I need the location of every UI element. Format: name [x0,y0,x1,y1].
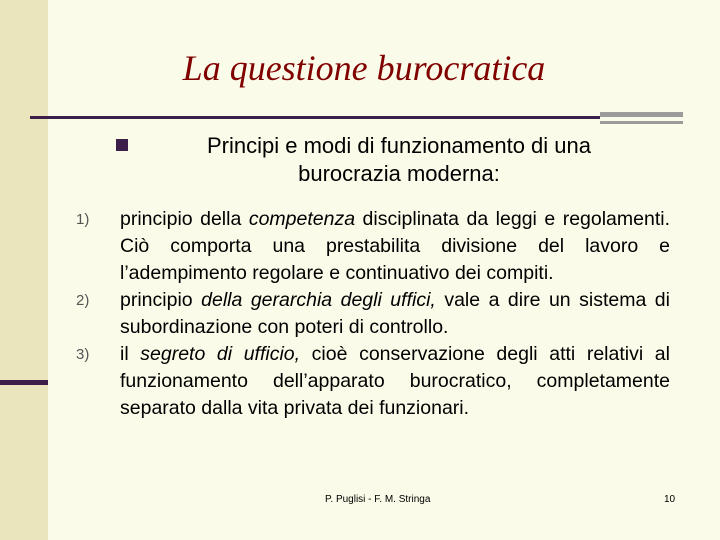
list-item-number: 1) [76,211,90,228]
left-decorative-band [0,0,48,540]
list-item [76,341,670,422]
title-divider-accent [600,112,683,117]
list-item-text: cioè conservazione degli atti relativi al funzionamento dell’apparato burocratico, completamente separato dalla vita privata dei funzionari. [120,343,670,419]
square-bullet-icon [116,139,128,151]
list-item-emphasis: competenza [248,208,356,230]
list-item [76,206,670,287]
principles-list [76,206,670,422]
slide-heading [112,132,692,188]
list-item-number: 2) [76,292,90,309]
left-accent-bar [0,380,48,385]
list-item-emphasis: segreto di ufficio, [140,343,301,365]
title-divider [30,116,600,119]
heading-text: Principi e modi di funzionamento di una burocrazia moderna: [206,133,591,186]
slide-footer: P. Puglisi - F. M. Stringa [325,494,431,505]
list-item-emphasis: della gerarchia degli uffici, [201,289,436,311]
slide-title: La questione burocratica [182,48,546,88]
title-divider-accent-lower [600,121,683,124]
list-item-text: disciplinata da leggi e regolamenti. Ciò comporta una prestabilita divisione del lavoro e l’adempimento regolare e continuativo dei compiti. [120,208,671,284]
list-item-text: vale a dire un sistema di subordinazione con poteri di controllo. [120,289,670,338]
list-item-text: principio della [120,208,249,230]
list-item-text: il [120,343,141,365]
list-item-text: principio [120,289,202,311]
list-item-number: 3) [76,346,90,363]
page-number: 10 [664,494,676,505]
list-item [76,287,670,341]
